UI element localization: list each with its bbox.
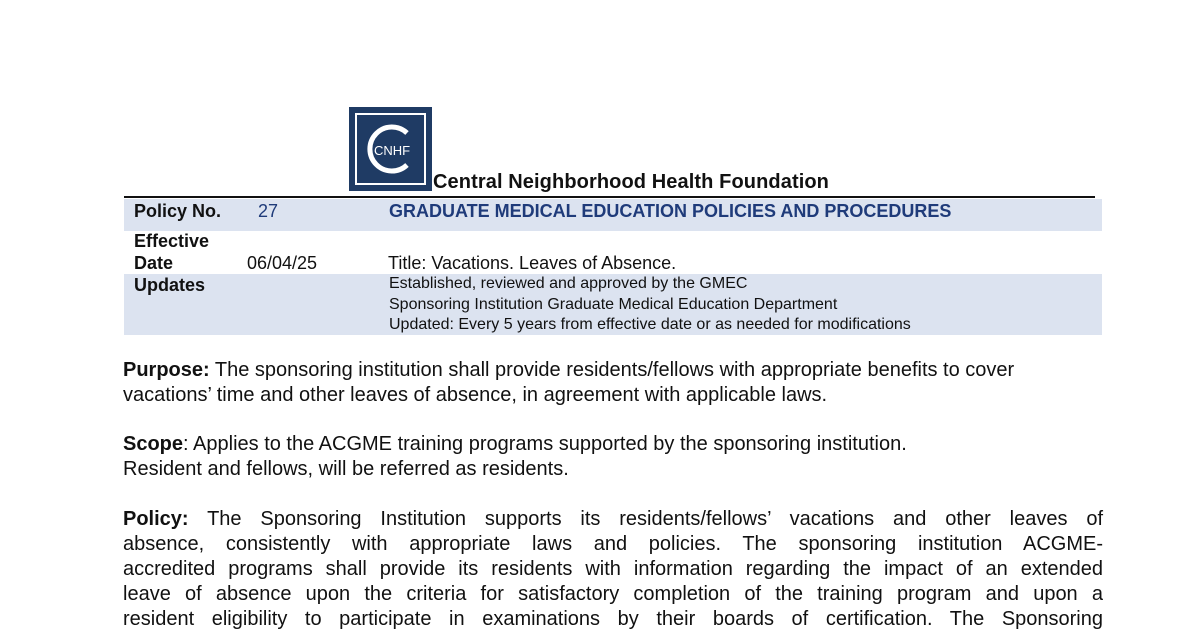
policy-no-label: Policy No.	[134, 201, 222, 221]
purpose-label: Purpose:	[123, 359, 210, 381]
policy-line-2: absence, consistently with appropriate laws and policies. The sponsoring institution ACGME-	[123, 533, 1103, 555]
document-title: Title: Vacations. Leaves of Absence.	[388, 253, 677, 273]
policy-line-4: leave of absence upon the criteria for satisfactory completion of the training program and upon a	[123, 583, 1103, 605]
updates-line-3: Updated: Every 5 years from effective date or as needed for modifications	[389, 316, 911, 333]
updates-line-2: Sponsoring Institution Graduate Medical Education Department	[389, 296, 838, 313]
organization-name: Central Neighborhood Health Foundation	[433, 171, 829, 193]
logo-text: CNHF	[373, 143, 411, 158]
policy-line-5: resident eligibility to participate in examinations by their boards of certification. The Sponsoring	[123, 608, 1103, 630]
policy-line-1: The Sponsoring Institution supports its residents/fellows’ vacations and other leaves of	[188, 508, 1103, 530]
effective-label-line2: Date	[134, 253, 174, 273]
effective-label-line1: Effective	[134, 231, 210, 251]
updates-line-1: Established, reviewed and approved by the GMEC	[389, 275, 748, 292]
organization-logo	[349, 107, 432, 191]
scope-line-2: Resident and fellows, will be referred as residents.	[123, 458, 569, 480]
header-rule	[124, 196, 1095, 198]
scope-line-1: : Applies to the ACGME training programs supported by the sponsoring institution.	[183, 433, 907, 455]
purpose-line-2: vacations’ time and other leaves of absence, in agreement with applicable laws.	[123, 384, 828, 406]
purpose-line-1: The sponsoring institution shall provide residents/fellows with appropriate benefits to cover	[209, 359, 1015, 381]
cnhf-logo-icon	[349, 107, 432, 191]
purpose-paragraph	[123, 358, 1103, 408]
scope-label: Scope	[123, 433, 184, 455]
policy-paragraph	[123, 507, 1103, 632]
scope-paragraph	[123, 432, 1103, 482]
updates-label: Updates	[134, 275, 206, 295]
effective-date-value: 06/04/25	[247, 253, 318, 273]
policy-no-value: 27	[258, 201, 279, 221]
section-title: GRADUATE MEDICAL EDUCATION POLICIES AND PROCEDURES	[389, 201, 952, 221]
policy-label: Policy:	[123, 508, 189, 530]
policy-line-3: accredited programs shall provide its residents with information regarding the impact of an extended	[123, 558, 1103, 580]
